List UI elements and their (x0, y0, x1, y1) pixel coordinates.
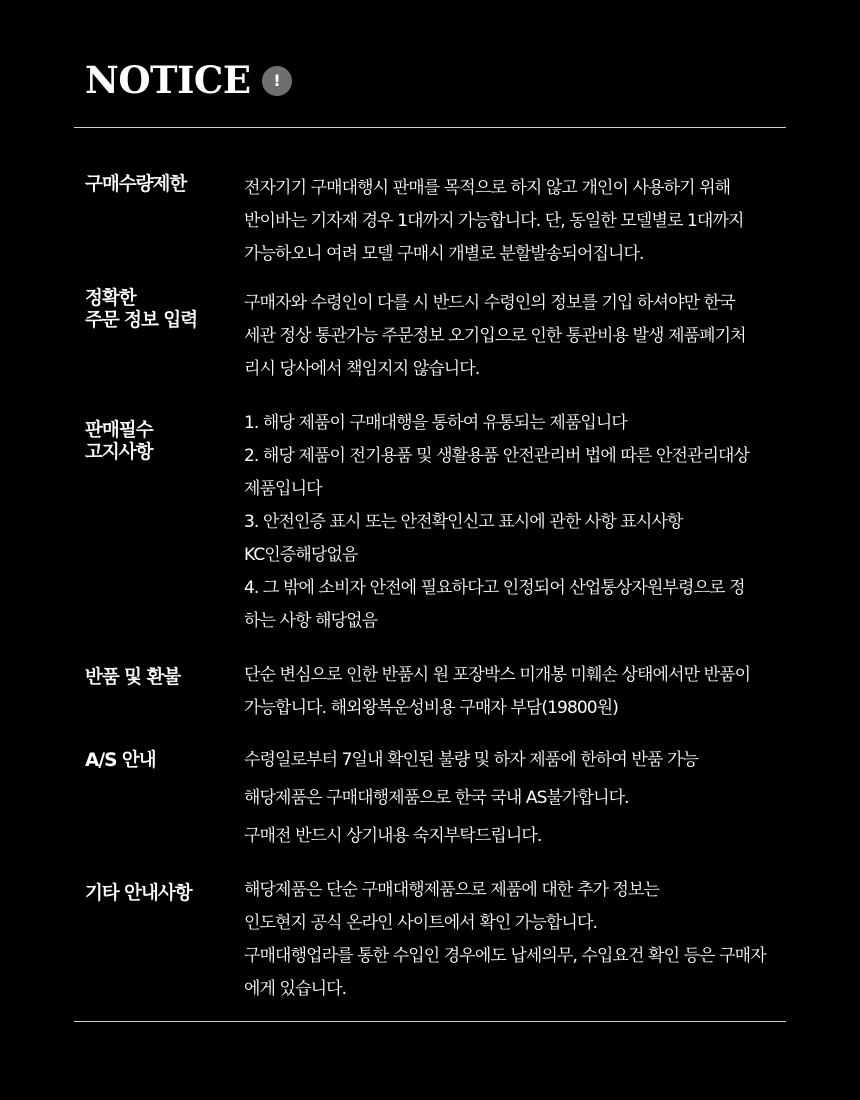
section-label-line: A/S 안내 (85, 750, 156, 771)
section-label (85, 667, 235, 689)
exclamation-icon: ! (262, 66, 292, 96)
section-label-line: 정확한 (85, 288, 136, 309)
content-line: 가능하오니 여려 모델 구매시 개별로 분할발송되어집니다. (244, 244, 644, 264)
content-line: 구매대행업라를 통한 수입인 경우에도 납세의무, 수입요건 확인 등은 구매자 (244, 946, 766, 966)
page-title: NOTICE (85, 58, 251, 102)
content-line: KC인증해당없음 (244, 545, 358, 565)
content-line: 3. 안전인증 표시 또는 안전확인신고 표시에 관한 사항 표시사항 (244, 512, 683, 532)
content-line: 인도현지 공식 온라인 사이트에서 확인 가능합니다. (244, 913, 597, 933)
notice-header (85, 56, 281, 104)
section-label-line: 구매수량제한 (85, 174, 187, 195)
section-content (244, 659, 814, 725)
content-line: 세관 정상 통관가능 주문정보 오기입으로 인한 통관비용 발생 제품폐기처 (244, 326, 746, 346)
section-content (244, 407, 814, 638)
content-line: 제품입니다 (244, 479, 322, 499)
content-line: 단순 변심으로 인한 반품시 원 포장박스 미개봉 미훼손 상태에서만 반품이 (244, 665, 751, 685)
content-line: 리시 당사에서 책임지지 않습니다. (244, 359, 480, 379)
bottom-divider (74, 1021, 786, 1022)
content-line: 수령일로부터 7일내 확인된 불량 및 하자 제품에 한하여 반품 가능 (244, 750, 699, 770)
section-label (85, 750, 235, 772)
content-line: 2. 해당 제품이 전기용품 및 생활용품 안전관리버 법에 따른 안전관리대상 (244, 446, 750, 466)
section-content (244, 172, 814, 271)
content-line: 4. 그 밖에 소비자 안전에 필요하다고 인정되어 산업통상자원부령으로 정 (244, 578, 745, 598)
section-label (85, 288, 235, 332)
content-line: 에게 있습니다. (244, 979, 347, 999)
content-line: 해당제품은 구매대행제품으로 한국 국내 AS불가합니다. (244, 788, 629, 808)
top-divider (74, 127, 786, 128)
section-label-line: 판매필수 (85, 420, 153, 441)
content-line: 반이바는 기자재 경우 1대까지 가능합니다. 단, 동일한 모델별로 1대까지 (244, 211, 744, 231)
section-content (244, 287, 814, 386)
section-label-line: 기타 안내사항 (85, 883, 192, 904)
content-line: 구매전 반드시 상기내용 숙지부탁드립니다. (244, 826, 542, 846)
content-line: 1. 해당 제품이 구매대행을 통하여 유통되는 제품입니다 (244, 413, 627, 433)
section-content (244, 741, 814, 855)
content-line: 해당제품은 단순 구매대행제품으로 제품에 대한 추가 정보는 (244, 880, 660, 900)
content-line: 구매자와 수령인이 다를 시 반드시 수령인의 정보를 기입 하셔야만 한국 (244, 293, 735, 313)
section-label (85, 420, 235, 464)
section-label (85, 883, 235, 905)
content-line: 가능합니다. 해외왕복운성비용 구매자 부담(19800원) (244, 698, 618, 718)
content-line: 하는 사항 해당없음 (244, 611, 378, 631)
section-label-line: 고지사항 (85, 442, 153, 463)
section-content (244, 874, 814, 1006)
section-label-line: 주문 정보 입력 (85, 310, 198, 331)
content-line: 전자기기 구매대행시 판매를 목적으로 하지 않고 개인이 사용하기 위해 (244, 178, 731, 198)
section-label (85, 174, 235, 196)
section-label-line: 반품 및 환불 (85, 667, 181, 688)
